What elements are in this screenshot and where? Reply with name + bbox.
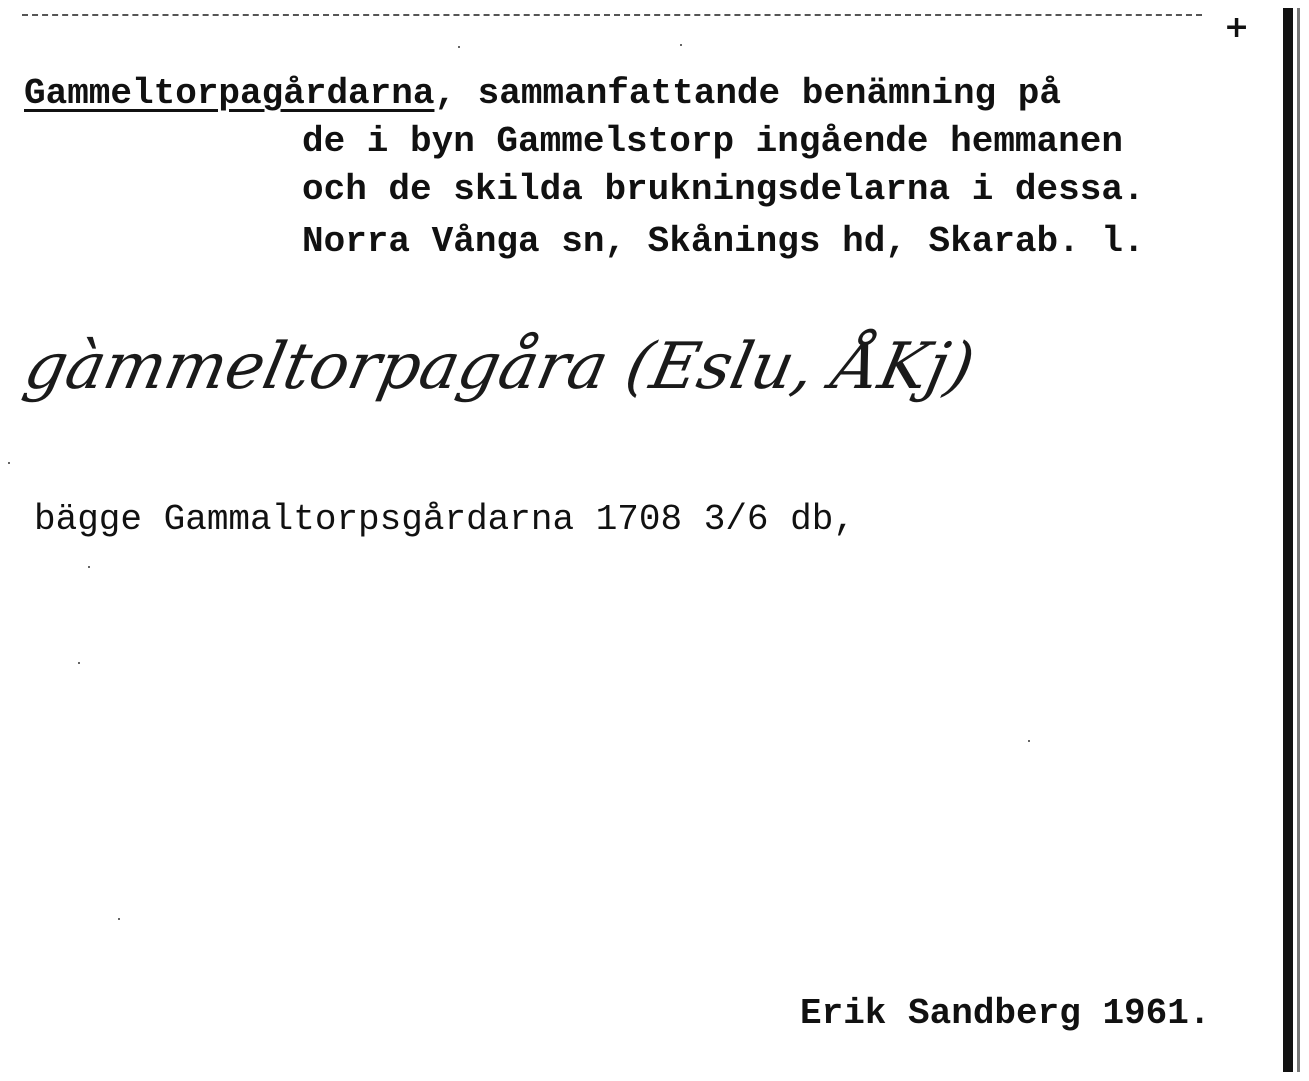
definition-line-1: , sammanfattande benämning på [434,73,1061,114]
card-edge-bar [1283,8,1293,1072]
definition-line-4: Norra Vånga sn, Skånings hd, Skarab. l. [302,221,1145,262]
speck [680,44,682,46]
speck [78,662,80,664]
speck [458,46,460,48]
definition-line-2: de i byn Gammelstorp ingående hemmanen [302,121,1123,162]
speck [1028,740,1030,742]
handwritten-pronunciation [18,330,981,404]
corner-plus-mark: + [1224,10,1250,45]
signature-line: Erik Sandberg 1961. [800,993,1211,1034]
speck [118,918,120,920]
citation-line: bägge Gammaltorpsgårdarna 1708 3/6 db, [34,499,855,540]
headword: Gammeltorpagårdarna [24,73,435,114]
top-dashed-rule [22,14,1202,16]
pronunciation-text: gàmmeltorpagåra (Eslu, ÅKj) [18,330,981,404]
speck [8,462,10,464]
card-edge-line [1297,8,1300,1072]
definition-line-3: och de skilda brukningsdelarna i dessa. [302,169,1145,210]
speck [88,566,90,568]
entry-line-1 [24,68,1061,120]
